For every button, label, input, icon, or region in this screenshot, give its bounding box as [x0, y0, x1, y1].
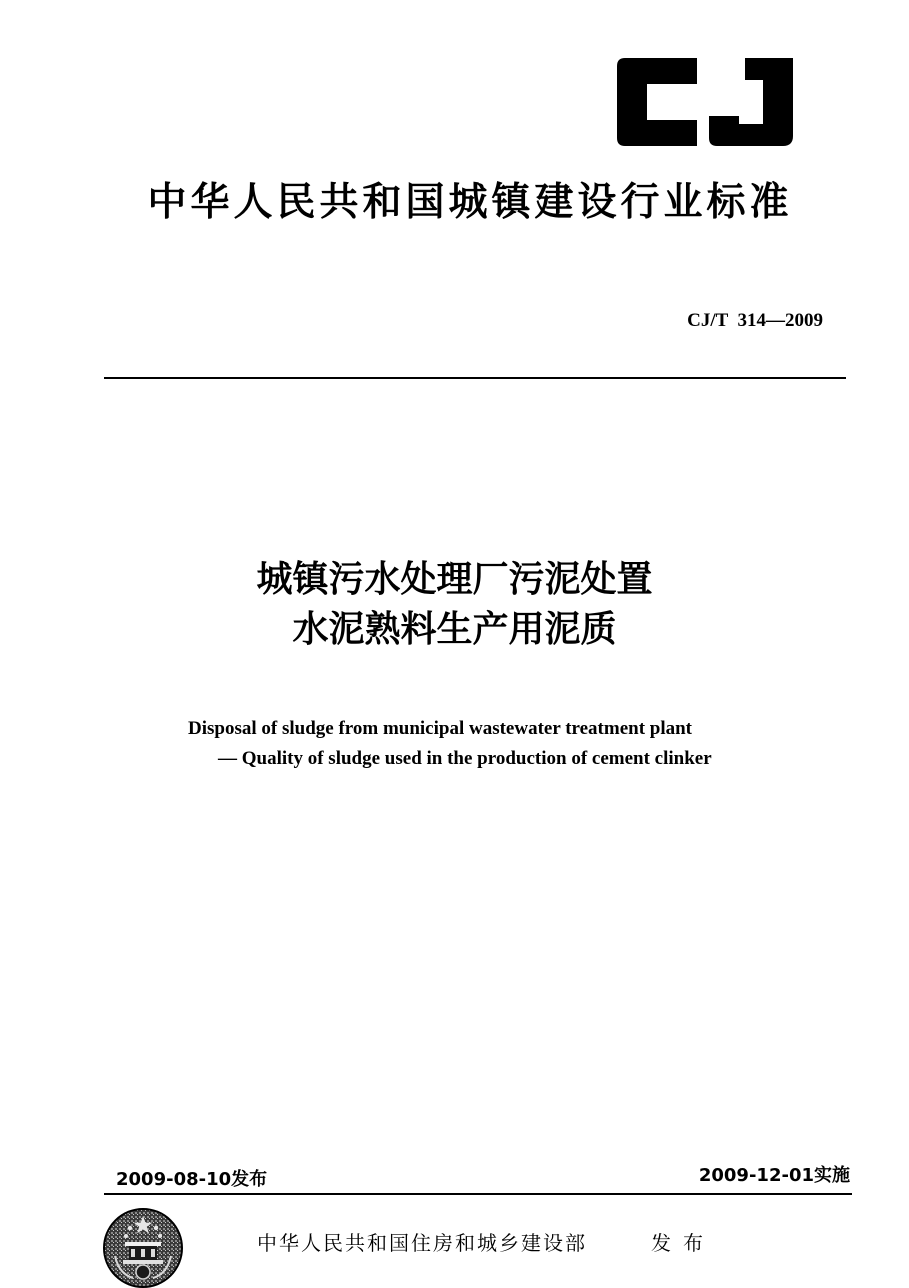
- chinese-title-line-1: 城镇污水处理厂污泥处置: [256, 559, 653, 600]
- chinese-title-line-2: 水泥熟料生产用泥质: [292, 609, 617, 650]
- publisher-name: 中华人民共和国住房和城乡建设部: [257, 1231, 587, 1255]
- authority-title: 中华人民共和国城镇建设行业标准: [147, 180, 793, 225]
- issue-date: 2009-08-10发布: [116, 1169, 268, 1190]
- header-divider: [104, 377, 846, 379]
- english-title-line-1: Disposal of sludge from municipal wastewater treatment plant: [188, 718, 693, 739]
- english-title-line-2: — Quality of sludge used in the production of cement clinker: [218, 748, 712, 769]
- publish-label: 发布: [651, 1231, 715, 1255]
- implementation-date: 2009-12-01实施: [698, 1165, 850, 1186]
- footer-divider: [104, 1193, 852, 1195]
- cj-logo: [617, 58, 793, 146]
- standard-number: CJ/T 314—2009: [687, 310, 823, 331]
- national-emblem-icon: [103, 1208, 183, 1288]
